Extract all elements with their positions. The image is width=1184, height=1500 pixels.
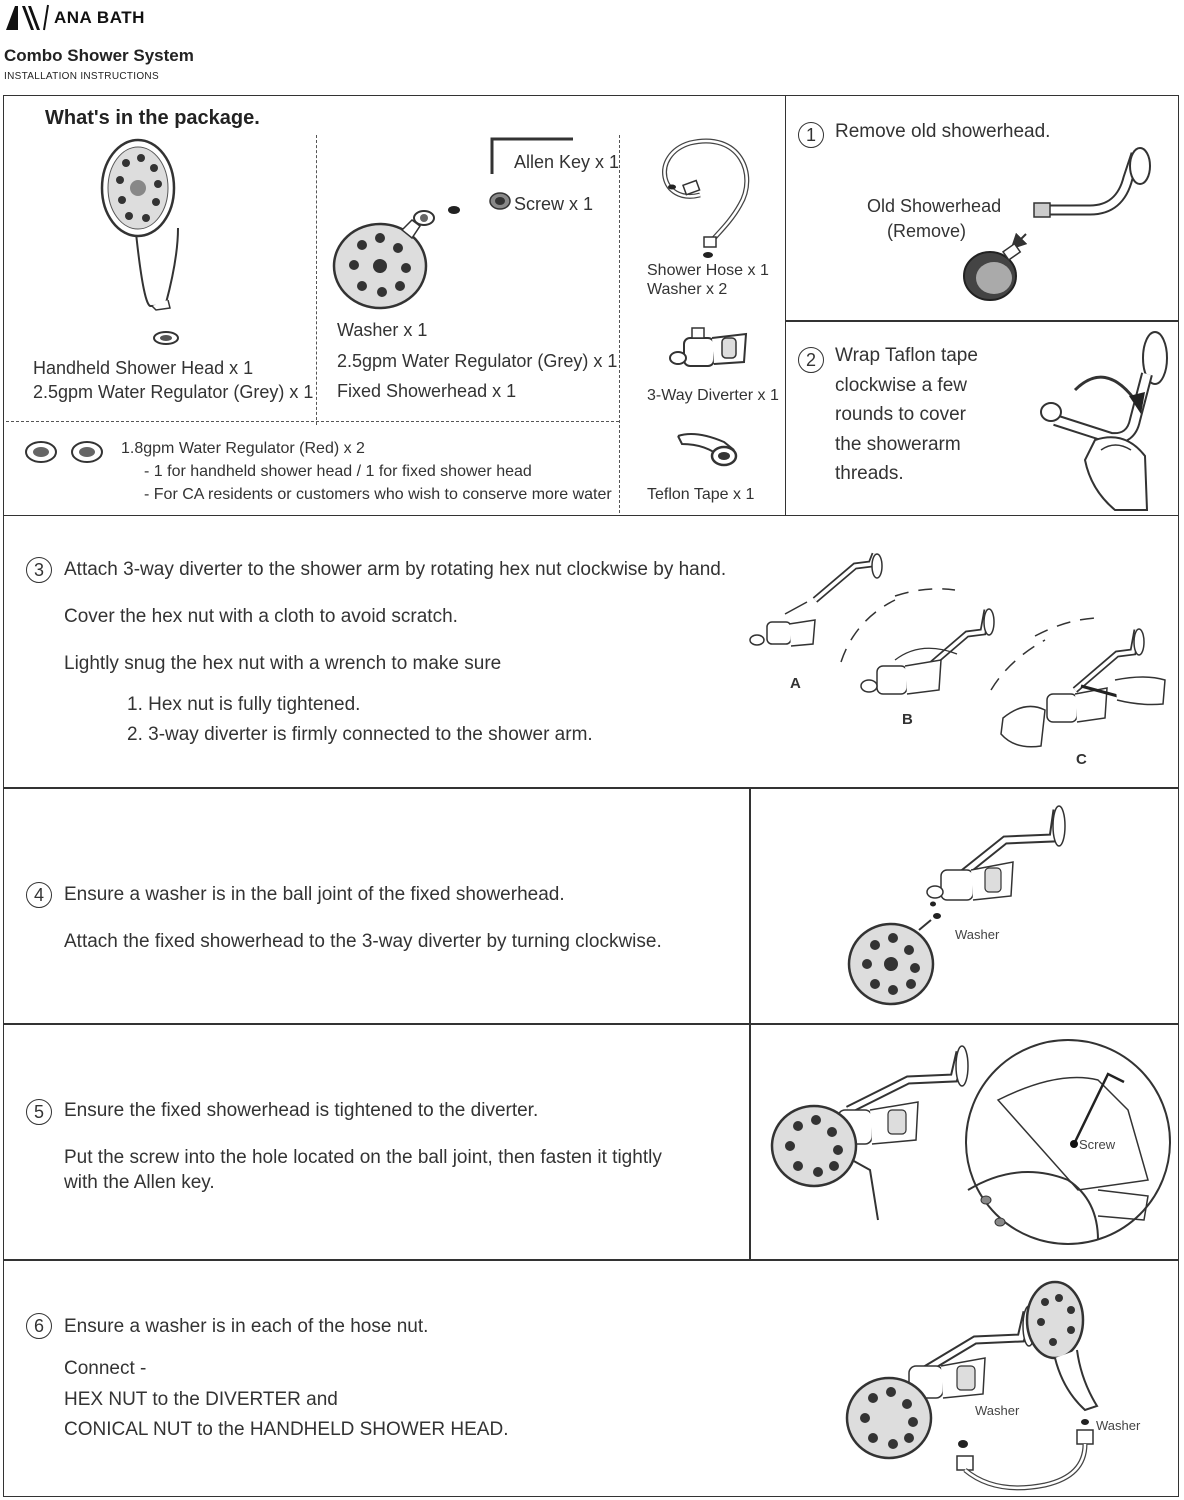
step-2-line-2: clockwise a few bbox=[835, 375, 967, 396]
teflon-tape-label: Teflon Tape x 1 bbox=[647, 486, 755, 503]
shower-hose-icon bbox=[650, 135, 760, 260]
hose-label-1: Shower Hose x 1 bbox=[647, 262, 769, 279]
handheld-shower-head-icon bbox=[96, 138, 196, 348]
step-5-line-1: Ensure the fixed showerhead is tightened to the diverter. bbox=[64, 1100, 539, 1121]
divider bbox=[316, 135, 317, 425]
tape-wrap-icon bbox=[1035, 330, 1175, 512]
step-1-number: 1 bbox=[798, 122, 824, 148]
step-6-diagram bbox=[845, 1280, 1115, 1495]
old-showerhead-label: Old Showerhead bbox=[867, 196, 1002, 216]
screw-label: Screw x 1 bbox=[514, 194, 594, 214]
step-1-text: Remove old showerhead. bbox=[835, 121, 1051, 142]
diverter-icon bbox=[664, 328, 754, 378]
step-3-line-3: Lightly snug the hex nut with a wrench to make sure bbox=[64, 653, 502, 674]
diverter-label: 3-Way Diverter x 1 bbox=[647, 387, 779, 404]
fixed-showerhead-icon bbox=[332, 200, 472, 310]
red-regulator-icon bbox=[25, 440, 105, 464]
step-4-line-1: Ensure a washer is in the ball joint of the fixed showerhead. bbox=[64, 884, 565, 905]
step-4-diagram bbox=[845, 800, 1075, 1010]
red-regulator-label: 1.8gpm Water Regulator (Red) x 2 bbox=[121, 440, 365, 457]
step-6-number: 6 bbox=[26, 1313, 52, 1339]
fixed-item-3: Fixed Showerhead x 1 bbox=[337, 381, 517, 401]
teflon-tape-icon bbox=[676, 428, 740, 468]
step-3-item-1: 1. Hex nut is fully tightened. bbox=[127, 694, 361, 715]
step-5-screw-label: Screw bbox=[1079, 1137, 1116, 1152]
figure-label-a: A bbox=[790, 675, 801, 692]
step-6-line-3: HEX NUT to the DIVERTER and bbox=[64, 1389, 338, 1410]
step-4-washer-label: Washer bbox=[955, 927, 1000, 942]
fixed-item-2: 2.5gpm Water Regulator (Grey) x 1 bbox=[337, 351, 618, 371]
screw-icon bbox=[489, 191, 511, 211]
step-2-line-5: threads. bbox=[835, 463, 904, 484]
handheld-item-1: Handheld Shower Head x 1 bbox=[33, 358, 254, 378]
step-2-line-1: Wrap Taflon tape bbox=[835, 345, 978, 366]
step-3-diagram bbox=[745, 550, 1170, 770]
brand-logo-icon bbox=[4, 5, 48, 31]
page-title: Combo Shower System bbox=[4, 46, 194, 65]
step-3-item-2: 2. 3-way diverter is firmly connected to the shower arm. bbox=[127, 724, 593, 745]
red-regulator-note-1: - 1 for handheld shower head / 1 for fixed shower head bbox=[144, 463, 532, 480]
step-5-section bbox=[3, 1023, 751, 1261]
step-6-washer-label-2: Washer bbox=[1096, 1418, 1141, 1433]
red-regulator-note-2: - For CA residents or customers who wish to conserve more water bbox=[144, 486, 612, 503]
handheld-item-2: 2.5gpm Water Regulator (Grey) x 1 bbox=[33, 382, 314, 402]
package-heading: What's in the package. bbox=[45, 107, 260, 129]
step-2-line-4: the showerarm bbox=[835, 434, 961, 455]
step-3-line-2: Cover the hex nut with a cloth to avoid scratch. bbox=[64, 606, 458, 627]
shower-arm-icon bbox=[950, 148, 1160, 313]
step-6-line-1: Ensure a washer is in each of the hose nut. bbox=[64, 1316, 429, 1337]
brand-name: ANA BATH bbox=[54, 8, 145, 27]
step-2-number: 2 bbox=[798, 347, 824, 373]
hose-label-2: Washer x 2 bbox=[647, 281, 728, 298]
step-3-line-1: Attach 3-way diverter to the shower arm by rotating hex nut clockwise by hand. bbox=[64, 559, 727, 580]
step-6-line-2: Connect - bbox=[64, 1358, 147, 1379]
step-4-number: 4 bbox=[26, 882, 52, 908]
divider bbox=[619, 135, 620, 513]
page-subtitle: INSTALLATION INSTRUCTIONS bbox=[4, 71, 159, 82]
fixed-item-1: Washer x 1 bbox=[337, 320, 428, 340]
figure-label-b: B bbox=[902, 711, 913, 728]
step-5-line-3: with the Allen key. bbox=[64, 1172, 215, 1193]
old-showerhead-remove: (Remove) bbox=[887, 221, 967, 241]
allen-key-label: Allen Key x 1 bbox=[514, 152, 620, 172]
step-2-line-3: rounds to cover bbox=[835, 404, 966, 425]
figure-label-c: C bbox=[1076, 751, 1087, 768]
divider bbox=[6, 421, 619, 422]
step-4-line-2: Attach the fixed showerhead to the 3-way diverter by turning clockwise. bbox=[64, 931, 662, 952]
step-6-line-4: CONICAL NUT to the HANDHELD SHOWER HEAD. bbox=[64, 1419, 509, 1440]
step-6-washer-label-1: Washer bbox=[975, 1403, 1020, 1418]
step-3-number: 3 bbox=[26, 557, 52, 583]
step-5-number: 5 bbox=[26, 1099, 52, 1125]
step-5-line-2: Put the screw into the hole located on the ball joint, then fasten it tightly bbox=[64, 1147, 662, 1168]
brand-logo bbox=[4, 4, 145, 32]
